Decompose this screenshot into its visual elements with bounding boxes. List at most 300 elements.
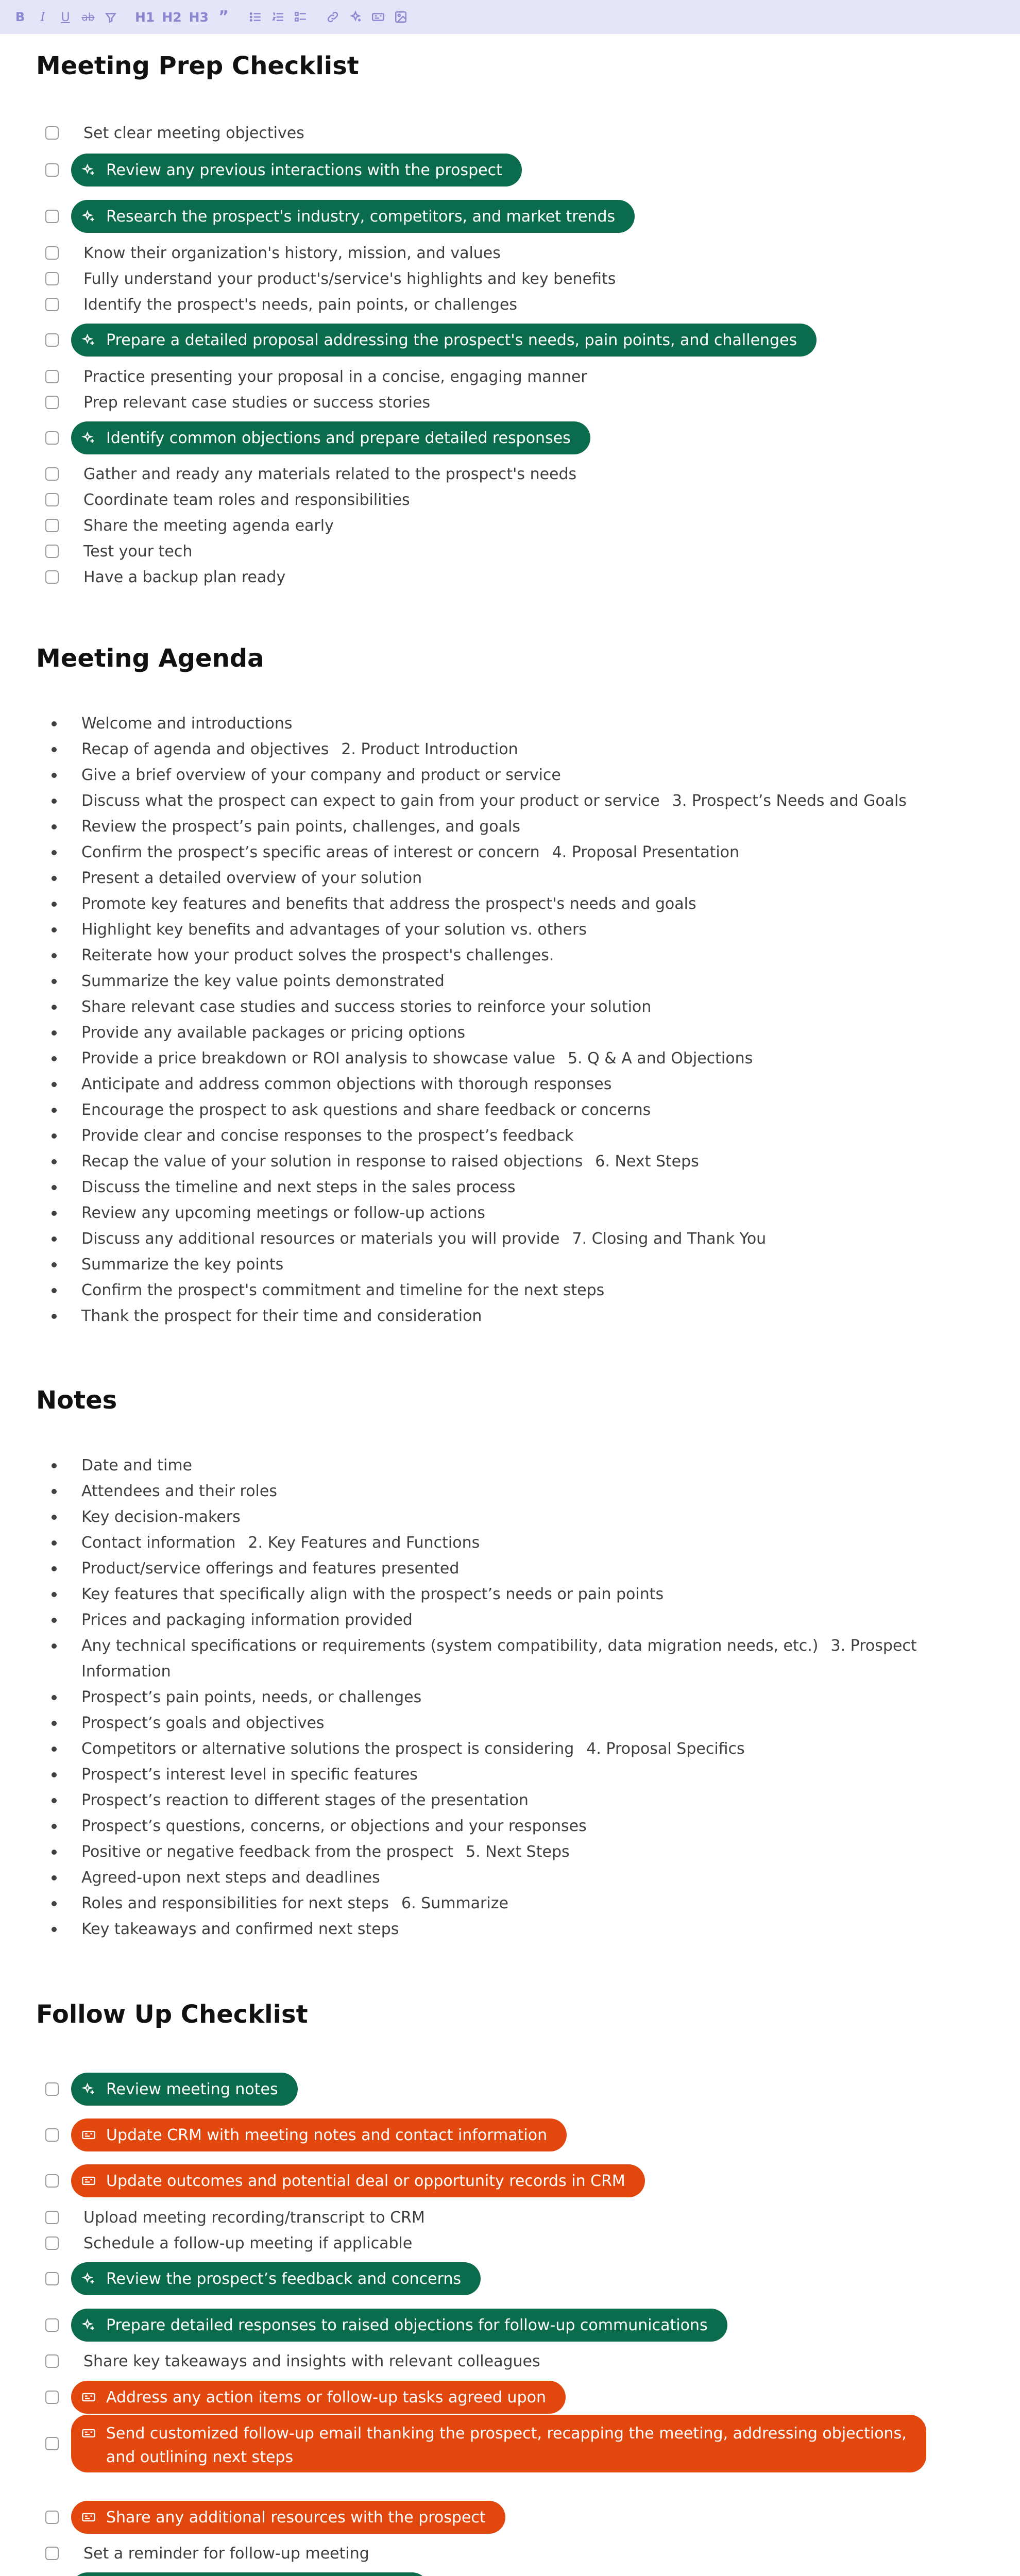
editor-toolbar	[0, 0, 1020, 34]
checkbox[interactable]	[45, 2391, 59, 2404]
checklist-item	[45, 513, 962, 538]
crm-icon	[78, 2423, 99, 2444]
list-item	[52, 1685, 968, 1710]
list-item-text	[81, 1530, 480, 1556]
bullet-icon	[52, 953, 57, 958]
bullet-icon	[52, 1463, 57, 1468]
strikethrough-button[interactable]: ab	[81, 11, 95, 23]
section-number-label: 5. Next Steps	[466, 1843, 570, 1861]
checklist-item	[45, 2230, 962, 2256]
checkbox[interactable]	[45, 2547, 59, 2560]
list-item	[52, 1175, 968, 1200]
chip-label: Prepare detailed responses to raised objections for follow-up communications	[106, 2316, 708, 2334]
heading-1-button[interactable]: H1	[135, 9, 155, 25]
checkbox[interactable]	[45, 163, 59, 177]
crm-action-chip[interactable]	[71, 2415, 926, 2472]
ai-action-chip[interactable]	[71, 2572, 429, 2576]
section-number-label: 3. Prospect Information	[81, 1637, 917, 1681]
bullet-icon	[52, 1133, 57, 1139]
bullet-icon	[52, 1566, 57, 1571]
chip-label: Send customized follow-up email thanking the prospect, recapping the meeting, addressing objections, and outlining next steps	[106, 2425, 907, 2466]
chip-label: Update outcomes and potential deal or opportunity records in CRM	[106, 2172, 625, 2190]
list-item-label: Recap the value of your solution in response to raised objections	[81, 1153, 583, 1171]
list-item-text	[81, 1865, 380, 1891]
checklist-item-label: Know their organization's history, mission, and values	[83, 244, 501, 262]
list-item-text	[81, 1582, 664, 1607]
ai-sparkle-icon	[78, 2079, 99, 2099]
checklist-item	[45, 2504, 962, 2530]
list-item-label: Prospect’s goals and objectives	[81, 1714, 325, 1732]
checklist-item	[45, 240, 962, 266]
crm-action-chip[interactable]	[71, 2501, 505, 2534]
list-item	[52, 917, 968, 943]
chip-label: Share any additional resources with the prospect	[106, 2508, 486, 2527]
bullet-icon	[52, 1875, 57, 1880]
ai-sparkle-icon	[78, 2315, 99, 2335]
quote-button[interactable]: ”	[218, 8, 229, 26]
bullet-icon	[52, 1236, 57, 1242]
checkbox[interactable]	[45, 333, 59, 347]
checkbox[interactable]	[45, 396, 59, 409]
crm-icon	[78, 2125, 99, 2145]
checklist-item	[45, 2122, 962, 2148]
bullet-icon	[52, 1288, 57, 1293]
checklist-item-label: Share the meeting agenda early	[83, 516, 334, 535]
list-item	[52, 1865, 968, 1891]
checklist-item-label: Practice presenting your proposal in a concise, engaging manner	[83, 367, 587, 386]
section-number-label: 2. Key Features and Functions	[248, 1534, 480, 1552]
list-item-text	[81, 1175, 516, 1200]
ai-action-chip[interactable]	[71, 200, 635, 233]
checkbox[interactable]	[45, 2437, 59, 2450]
list-item-text	[81, 1278, 604, 1303]
list-item	[52, 1530, 968, 1556]
bullet-icon	[52, 979, 57, 984]
section-number-label: 6. Summarize	[401, 1894, 508, 1912]
list-item-label: Prospect’s reaction to different stages of the presentation	[81, 1791, 529, 1809]
bullet-icon	[52, 721, 57, 726]
list-item-label: Roles and responsibilities for next steps	[81, 1894, 389, 1912]
checkbox[interactable]	[45, 493, 59, 506]
image-icon	[394, 10, 407, 24]
bullet-icon	[52, 1211, 57, 1216]
list-item-label: Present a detailed overview of your solution	[81, 869, 422, 887]
list-item-label: Discuss the timeline and next steps in the sales process	[81, 1178, 516, 1196]
list-item-text	[81, 1607, 413, 1633]
checkbox[interactable]	[45, 519, 59, 532]
agenda-heading: Meeting Agenda	[36, 644, 264, 673]
bullet-icon	[52, 1489, 57, 1494]
checklist-item-label: Schedule a follow-up meeting if applicable	[83, 2234, 413, 2252]
bullet-icon	[52, 1159, 57, 1164]
list-item	[52, 1814, 968, 1839]
followup-checklist-heading: Follow Up Checklist	[36, 2000, 308, 2029]
list-item-text	[81, 866, 422, 891]
list-item-text	[81, 1788, 529, 1814]
list-item-label: Product/service offerings and features presented	[81, 1560, 460, 1578]
checklist-item	[45, 327, 962, 353]
checkbox[interactable]	[45, 246, 59, 260]
list-item-label: Promote key features and benefits that address the prospect's needs and goals	[81, 895, 696, 913]
list-item	[52, 1226, 968, 1252]
checklist-item-label: Set clear meeting objectives	[83, 124, 304, 142]
image-button[interactable]	[393, 9, 409, 25]
ai-action-chip[interactable]	[71, 2309, 727, 2342]
list-item-text	[81, 1633, 968, 1685]
chip-label: Review any previous interactions with the prospect	[106, 161, 502, 179]
underline-button[interactable]: U	[61, 10, 70, 24]
bullet-icon	[52, 876, 57, 881]
bullet-icon	[52, 1643, 57, 1649]
highlight-button[interactable]	[103, 9, 118, 25]
list-item-label: Competitors or alternative solutions the prospect is considering	[81, 1740, 574, 1758]
bullet-icon	[52, 1618, 57, 1623]
list-item-text	[81, 1303, 482, 1329]
checklist-item-label: Identify the prospect's needs, pain points, or challenges	[83, 295, 518, 314]
list-item-text	[81, 1479, 277, 1504]
list-item-label: Prospect’s interest level in specific features	[81, 1766, 418, 1784]
list-item-label: Review any upcoming meetings or follow-up actions	[81, 1204, 485, 1222]
bulleted-list-icon	[249, 10, 262, 24]
crm-icon	[78, 2387, 99, 2408]
checkbox[interactable]	[45, 2272, 59, 2285]
checklist-item	[45, 266, 962, 292]
list-item-label: Date and time	[81, 1456, 192, 1475]
list-item-label: Key takeaways and confirmed next steps	[81, 1920, 399, 1938]
crm-action-chip[interactable]	[71, 2119, 567, 2151]
bullet-icon	[52, 1314, 57, 1319]
list-item-label: Attendees and their roles	[81, 1482, 277, 1500]
checklist-item	[45, 538, 962, 564]
ai-action-chip[interactable]	[71, 2073, 298, 2106]
checklist-item-label: Test your tech	[83, 542, 193, 561]
bullet-icon	[52, 799, 57, 804]
prep-checklist-heading: Meeting Prep Checklist	[36, 52, 359, 80]
checkbox[interactable]	[45, 467, 59, 481]
checkbox[interactable]	[45, 2511, 59, 2524]
link-icon	[326, 10, 339, 24]
checkbox[interactable]	[45, 2174, 59, 2188]
list-item-text	[81, 1226, 766, 1252]
checklist-item	[45, 364, 962, 389]
numbered-list-button[interactable]	[270, 9, 286, 25]
crm-action-chip[interactable]	[71, 2381, 566, 2414]
italic-button[interactable]: I	[40, 10, 45, 24]
list-item-text	[81, 1020, 465, 1046]
chip-label: Prepare a detailed proposal addressing the prospect's needs, pain points, and challenges	[106, 331, 797, 349]
list-item	[52, 1556, 968, 1582]
list-item	[52, 711, 968, 737]
list-item-text	[81, 1736, 745, 1762]
bullet-icon	[52, 1695, 57, 1700]
checklist-item	[45, 389, 962, 415]
checkbox[interactable]	[45, 210, 59, 223]
checklist-icon	[294, 10, 308, 24]
checkbox[interactable]	[45, 2354, 59, 2368]
bullet-icon	[52, 773, 57, 778]
checklist-item	[45, 2540, 962, 2566]
list-item-text	[81, 711, 293, 737]
list-item	[52, 1917, 968, 1942]
list-item-label: Prices and packaging information provided	[81, 1611, 413, 1629]
list-item-text	[81, 1504, 241, 1530]
bullet-icon	[52, 824, 57, 829]
ai-sparkle-icon	[78, 428, 99, 448]
list-item	[52, 1788, 968, 1814]
chip-label: Review the prospect’s feedback and concerns	[106, 2269, 462, 2288]
bullet-icon	[52, 1540, 57, 1546]
ai-action-chip[interactable]	[71, 324, 817, 357]
bullet-icon	[52, 1082, 57, 1087]
list-item	[52, 762, 968, 788]
bullet-icon	[52, 1721, 57, 1726]
list-item-label: Confirm the prospect’s specific areas of interest or concern	[81, 843, 540, 861]
checklist-item	[45, 2266, 962, 2292]
bullet-icon	[52, 1798, 57, 1803]
list-item-label: Provide a price breakdown or ROI analysis to showcase value	[81, 1049, 555, 1067]
list-item-text	[81, 1046, 753, 1072]
section-number-label: 5. Q & A and Objections	[567, 1049, 753, 1067]
list-item-label: Encourage the prospect to ask questions and share feedback or concerns	[81, 1101, 651, 1119]
bold-button[interactable]: B	[15, 10, 25, 24]
ai-action-chip[interactable]	[71, 421, 590, 454]
bullet-icon	[52, 902, 57, 907]
checkbox[interactable]	[45, 272, 59, 285]
bullet-icon	[52, 1262, 57, 1267]
list-item-label: Any technical specifications or requirements (system compatibility, data migration needs, etc.)	[81, 1637, 819, 1655]
bullet-icon	[52, 1185, 57, 1190]
checklist-item	[45, 2425, 962, 2466]
checklist-item	[45, 2384, 962, 2410]
bullet-icon	[52, 1108, 57, 1113]
list-item-label: Key features that specifically align with the prospect’s needs or pain points	[81, 1585, 664, 1603]
list-item	[52, 1736, 968, 1762]
list-item-text	[81, 1200, 485, 1226]
checkbox[interactable]	[45, 431, 59, 445]
list-item-text	[81, 994, 651, 1020]
bullet-icon	[52, 1927, 57, 1932]
checklist-item	[45, 204, 962, 229]
list-item	[52, 1633, 968, 1685]
list-item-text	[81, 1149, 699, 1175]
list-item	[52, 1891, 968, 1917]
list-item-text	[81, 1917, 399, 1942]
bullet-icon	[52, 1772, 57, 1777]
checklist-item-label: Upload meeting recording/transcript to CRM	[83, 2208, 425, 2227]
list-item-label: Provide any available packages or pricing options	[81, 1024, 466, 1042]
list-item-label: Summarize the key points	[81, 1256, 284, 1274]
chip-label: Identify common objections and prepare detailed responses	[106, 429, 571, 447]
ai-action-button[interactable]	[348, 9, 363, 25]
embed-button[interactable]	[370, 9, 386, 25]
list-item	[52, 1762, 968, 1788]
bullet-icon	[52, 747, 57, 752]
crm-icon	[78, 2171, 99, 2191]
list-item-text	[81, 814, 520, 840]
ai-sparkle-icon	[78, 2268, 99, 2289]
list-item-text	[81, 891, 696, 917]
list-item-label: Welcome and introductions	[81, 715, 293, 733]
list-item-label: Contact information	[81, 1534, 236, 1552]
list-item	[52, 1278, 968, 1303]
bullet-icon	[52, 1901, 57, 1906]
list-item-label: Give a brief overview of your company and product or service	[81, 766, 561, 784]
numbered-list-icon	[271, 10, 285, 24]
list-item-label: Confirm the prospect's commitment and timeline for the next steps	[81, 1281, 605, 1299]
checklist-item-label: Prep relevant case studies or success stories	[83, 393, 431, 412]
ai-sparkle-icon	[78, 330, 99, 350]
checkbox[interactable]	[45, 2211, 59, 2224]
checkbox[interactable]	[45, 2318, 59, 2332]
section-number-label: 4. Proposal Specifics	[586, 1740, 745, 1758]
section-number-label: 7. Closing and Thank You	[572, 1230, 767, 1248]
list-item-label: Discuss any additional resources or materials you will provide	[81, 1230, 560, 1248]
ai-action-chip[interactable]	[71, 154, 522, 187]
section-number-label: 3. Prospect’s Needs and Goals	[672, 792, 907, 810]
list-item-label: Positive or negative feedback from the prospect	[81, 1843, 454, 1861]
list-item	[52, 1607, 968, 1633]
list-item-text	[81, 840, 739, 866]
list-item-text	[81, 1891, 508, 1917]
list-item	[52, 1200, 968, 1226]
list-item	[52, 1303, 968, 1329]
bullet-icon	[52, 1005, 57, 1010]
list-item-label: Thank the prospect for their time and consideration	[81, 1307, 482, 1325]
list-item	[52, 814, 968, 840]
section-number-label: 2. Product Introduction	[341, 740, 518, 758]
list-item-text	[81, 1123, 573, 1149]
checkbox[interactable]	[45, 298, 59, 311]
crm-action-chip[interactable]	[71, 2164, 645, 2197]
checklist-item-label: Gather and ready any materials related to the prospect's needs	[83, 465, 577, 483]
heading-3-button[interactable]: H3	[189, 9, 209, 25]
list-item	[52, 1149, 968, 1175]
checklist-item-label: Fully understand your product's/service's highlights and key benefits	[83, 269, 616, 288]
list-item-text	[81, 1556, 459, 1582]
list-item	[52, 1046, 968, 1072]
bullet-icon	[52, 1850, 57, 1855]
checklist-item	[45, 2168, 962, 2194]
checklist-item	[45, 2205, 962, 2230]
bullet-icon	[52, 1515, 57, 1520]
list-item-label: Provide clear and concise responses to the prospect’s feedback	[81, 1127, 574, 1145]
list-item	[52, 788, 968, 814]
checklist-item	[45, 157, 962, 183]
list-item-label: Reiterate how your product solves the prospect's challenges.	[81, 946, 554, 964]
checkbox[interactable]	[45, 2082, 59, 2096]
list-item-text	[81, 1453, 192, 1479]
chip-label: Address any action items or follow-up tasks agreed upon	[106, 2388, 546, 2406]
section-number-label: 4. Proposal Presentation	[552, 843, 740, 861]
crm-icon	[78, 2507, 99, 2528]
bullet-icon	[52, 1030, 57, 1036]
bullet-icon	[52, 1747, 57, 1752]
chip-label: Update CRM with meeting notes and contact information	[106, 2126, 548, 2144]
list-item-text	[81, 1710, 325, 1736]
checklist-item-label: Have a backup plan ready	[83, 568, 286, 586]
list-item	[52, 891, 968, 917]
list-item-text	[81, 1685, 421, 1710]
checklist-item	[45, 487, 962, 513]
list-item	[52, 1710, 968, 1736]
list-item-label: Highlight key benefits and advantages of your solution vs. others	[81, 921, 587, 939]
list-item-text	[81, 737, 518, 762]
list-item-label: Recap of agenda and objectives	[81, 740, 329, 758]
list-item	[52, 943, 968, 969]
list-item-label: Share relevant case studies and success stories to reinforce your solution	[81, 998, 652, 1016]
list-item-text	[81, 969, 445, 994]
checklist-button[interactable]	[293, 9, 309, 25]
list-item-label: Prospect’s questions, concerns, or objections and your responses	[81, 1817, 587, 1835]
checklist-item-label: Set a reminder for follow-up meeting	[83, 2544, 369, 2563]
chip-label: Review meeting notes	[106, 2080, 278, 2098]
list-item-label: Discuss what the prospect can expect to gain from your product or service	[81, 792, 660, 810]
checklist-item-label: Coordinate team roles and responsibilities	[83, 490, 410, 509]
checklist-item	[45, 2312, 962, 2338]
checklist-item	[45, 2076, 962, 2102]
ai-sparkle-icon	[78, 206, 99, 227]
list-item	[52, 1453, 968, 1479]
list-item-text	[81, 917, 587, 943]
list-item	[52, 969, 968, 994]
checkbox[interactable]	[45, 2128, 59, 2142]
list-item-label: Anticipate and address common objections with thorough responses	[81, 1075, 612, 1093]
list-item	[52, 866, 968, 891]
bullet-icon	[52, 927, 57, 933]
ai-sparkle-icon	[349, 10, 362, 24]
list-item	[52, 737, 968, 762]
list-item	[52, 840, 968, 866]
section-number-label: 6. Next Steps	[595, 1153, 699, 1171]
highlight-icon	[104, 10, 117, 24]
list-item	[52, 1582, 968, 1607]
checklist-item	[45, 425, 962, 451]
heading-2-button[interactable]: H2	[162, 9, 182, 25]
link-button[interactable]	[325, 9, 341, 25]
checkbox[interactable]	[45, 126, 59, 140]
checkbox[interactable]	[45, 2236, 59, 2250]
embed-icon	[371, 10, 385, 24]
list-item	[52, 1504, 968, 1530]
list-item-label: Summarize the key value points demonstrated	[81, 972, 445, 990]
checklist-item	[45, 2348, 962, 2374]
list-item-text	[81, 1097, 651, 1123]
ai-sparkle-icon	[78, 160, 99, 180]
list-item-text	[81, 1072, 611, 1097]
ai-action-chip[interactable]	[71, 2262, 481, 2295]
checkbox[interactable]	[45, 370, 59, 383]
checklist-item-label: Share key takeaways and insights with relevant colleagues	[83, 2352, 540, 2370]
checkbox[interactable]	[45, 545, 59, 558]
list-item	[52, 1097, 968, 1123]
notes-heading: Notes	[36, 1386, 117, 1415]
list-item-text	[81, 1839, 570, 1865]
list-item-text	[81, 788, 907, 814]
bulleted-list-button[interactable]	[248, 9, 263, 25]
bullet-icon	[52, 1592, 57, 1597]
list-item-text	[81, 943, 554, 969]
bullet-icon	[52, 850, 57, 855]
checklist-item	[45, 120, 962, 146]
list-item-text	[81, 762, 561, 788]
list-item	[52, 994, 968, 1020]
checkbox[interactable]	[45, 570, 59, 584]
list-item-label: Agreed-upon next steps and deadlines	[81, 1869, 380, 1887]
list-item	[52, 1123, 968, 1149]
list-item	[52, 1252, 968, 1278]
list-item-text	[81, 1814, 587, 1839]
bullet-icon	[52, 1056, 57, 1061]
